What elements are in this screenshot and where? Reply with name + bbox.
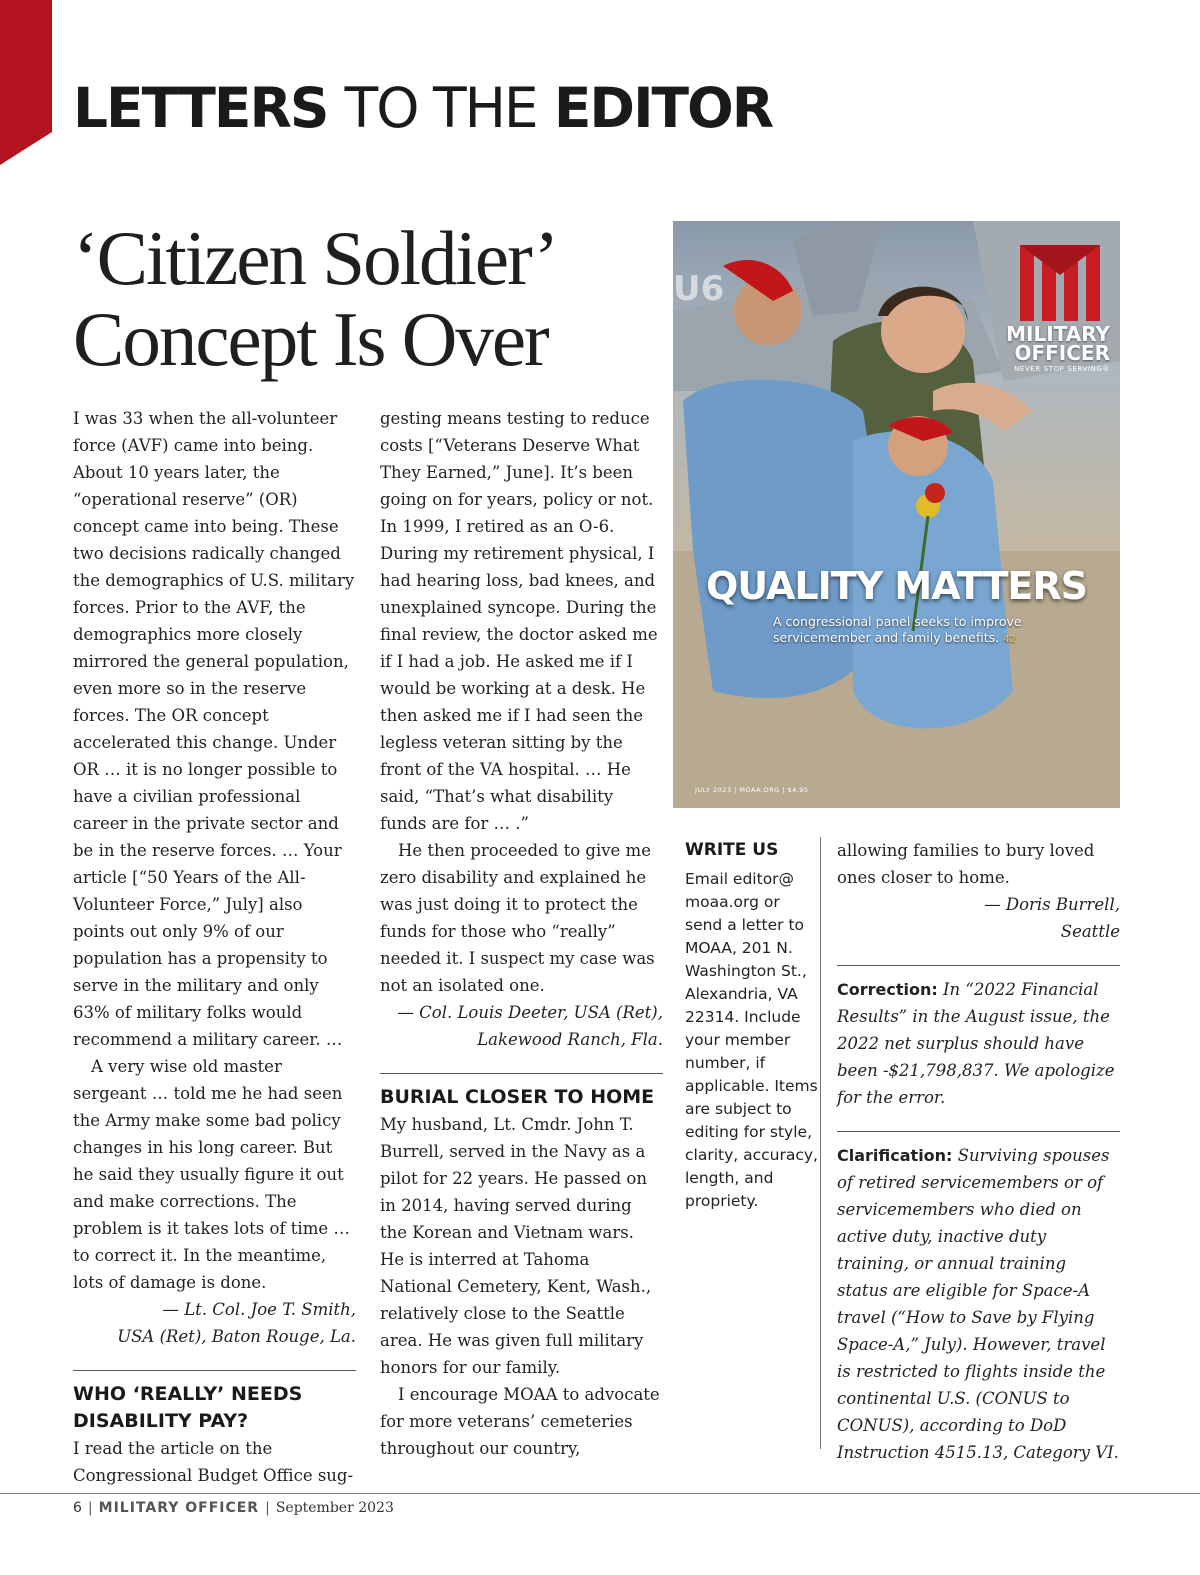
section-title-editor: EDITOR xyxy=(553,76,773,140)
letter-3-paragraph-2-cont: allowing families to bury loved ones closer to home. xyxy=(837,841,1095,887)
letter-2-signature-2: Lakewood Ranch, Fla. xyxy=(477,1030,663,1049)
article-headline xyxy=(73,215,633,382)
clarification-note xyxy=(837,1142,1120,1466)
letter-3-signature-1: — Doris Burrell, xyxy=(984,895,1120,914)
divider xyxy=(73,1370,356,1371)
letter-2-paragraph-1-cont: gesting means testing to reduce costs [“Veterans Deserve What They Earned,” June]. It’s been going on for years, policy or not. In 1999, I retired as an O-6. During my retirement physical, I had hearing loss, bad knees, and unexplained syncope. During the final review, the doctor asked me if I had a job. He asked me if I would be working at a desk. He then asked me if I had seen the legless veteran sitting by the front of the VA hospital. … He said, “That’s what disability funds are for … .” xyxy=(380,409,658,833)
cover-masthead-title xyxy=(990,322,1110,365)
footer-issue-date: September 2023 xyxy=(275,1500,394,1516)
letter-3-signature-2: Seattle xyxy=(1060,922,1120,941)
letter-1-signature-1: — Lt. Col. Joe T. Smith, xyxy=(162,1300,356,1319)
page-number: 6 xyxy=(73,1500,82,1516)
masthead-line-1: MILITARY xyxy=(1006,322,1110,346)
column-2 xyxy=(380,405,663,1462)
letter-1-signature-2: USA (Ret), Baton Rouge, La. xyxy=(117,1327,356,1346)
letter-3-heading: BURIAL CLOSER TO HOME xyxy=(380,1086,655,1108)
section-accent-tab xyxy=(0,0,52,165)
correction-text: In “2022 Financial Results” in the August issue, the 2022 net surplus should have been -$21,798,837. We apologize for the error. xyxy=(837,980,1115,1107)
letter-2-heading-line-1: WHO ‘REALLY’ NEEDS xyxy=(73,1383,303,1405)
column-4 xyxy=(837,837,1120,1466)
correction-note xyxy=(837,976,1120,1111)
clarification-text: Surviving spouses of retired servicemembers or of servicemembers who died on active duty, inactive duty training, or annual training status are eligible for Space-A travel (“How to Save by Flying Space-A,” July). However, travel is restricted to flights inside the continental U.S. (CONUS to CONUS), according to DoD Instruction 4515.13, Category VI. xyxy=(837,1146,1119,1462)
masthead-line-2: OFFICER xyxy=(1014,341,1110,365)
footer-rule xyxy=(0,1493,1200,1494)
letter-2-heading-line-2: DISABILITY PAY? xyxy=(73,1410,249,1432)
write-us-box xyxy=(673,837,821,1449)
aircraft-marking: U6 xyxy=(673,269,725,309)
military-officer-logo-icon xyxy=(1018,241,1104,325)
cover-dek xyxy=(773,614,1073,648)
section-title-to-the: TO THE xyxy=(344,76,537,140)
headline-line-2: Concept Is Over xyxy=(73,296,548,382)
cover-issue-line: JULY 2023 | MOAA.ORG | $4.95 xyxy=(695,786,809,794)
page-footer: 6 | MILITARY OFFICER | September 2023 xyxy=(73,1500,394,1516)
letter-2-heading xyxy=(73,1381,356,1435)
clarification-label: Clarification: xyxy=(837,1146,953,1165)
magazine-cover-image xyxy=(673,221,1120,808)
headline-line-1: ‘Citizen Soldier’ xyxy=(73,215,558,301)
letter-3-paragraph-2-start: I encourage MOAA to advocate for more veterans’ cemeteries throughout our country, xyxy=(380,1385,660,1458)
letter-1-paragraph-1: I was 33 when the all-volunteer force (AVF) came into being. About 10 years later, the “operational reserve” (OR) concept came into being. These two decisions radically changed the demographics of U.S. military forces. Prior to the AVF, the demographics more closely mirrored the general population, even more so in the reserve forces. The OR concept accelerated this change. Under OR … it is no longer possible to have a civilian professional career in the private sector and be in the reserve forces. … Your article [“50 Years of the All-Volunteer Force,” July] also points out only 9% of our population has a propensity to serve in the military and only 63% of military folks would recommend a military career. … xyxy=(73,409,355,1049)
write-us-body: Email editor@ moaa.org or send a letter to MOAA, 201 N. Washington St., Alexandria, VA 22314. Include your member number, if applicable. Items are subject to editing for style, clarity, accuracy, length, and propriety. xyxy=(685,870,818,1210)
footer-magazine-name: MILITARY OFFICER xyxy=(98,1500,260,1516)
letter-2-paragraph-2: He then proceeded to give me zero disability and explained he was just doing it to protect the funds for those who “really” needed it. I suspect my case was not an isolated one. xyxy=(380,841,655,995)
cover-headline: QUALITY MATTERS xyxy=(706,564,1087,608)
letter-2-paragraph-1-start: I read the article on the Congressional Budget Office sug- xyxy=(73,1439,354,1485)
cover-masthead xyxy=(990,241,1110,373)
divider xyxy=(837,965,1120,966)
letter-3-paragraph-1: My husband, Lt. Cmdr. John T. Burrell, served in the Navy as a pilot for 22 years. He passed on in 2014, having served during the Korean and Vietnam wars. He is interred at Tahoma National Cemetery, Kent, Wash., relatively close to the Seattle area. He was given full military honors for our family. xyxy=(380,1115,652,1377)
section-title-letters: LETTERS xyxy=(73,76,328,140)
cover-dek-text: A congressional panel seeks to improve servicemember and family benefits. xyxy=(773,614,1022,645)
cover-tagline: NEVER STOP SERVING® xyxy=(1014,365,1110,373)
column-1 xyxy=(73,405,356,1489)
letter-2-signature-1: — Col. Louis Deeter, USA (Ret), xyxy=(397,1003,663,1022)
correction-label: Correction: xyxy=(837,980,938,999)
divider xyxy=(380,1073,663,1074)
letter-1-paragraph-2: A very wise old master sergeant … told me he had seen the Army make some bad policy changes in his long career. But he said they usually figure it out and make corrections. The problem is it takes lots of time … to correct it. In the meantime, lots of damage is done. xyxy=(73,1057,350,1292)
cover-page-ref: 42 xyxy=(1003,634,1016,645)
divider xyxy=(837,1131,1120,1132)
write-us-title: WRITE US xyxy=(685,840,779,860)
section-title xyxy=(73,78,772,139)
